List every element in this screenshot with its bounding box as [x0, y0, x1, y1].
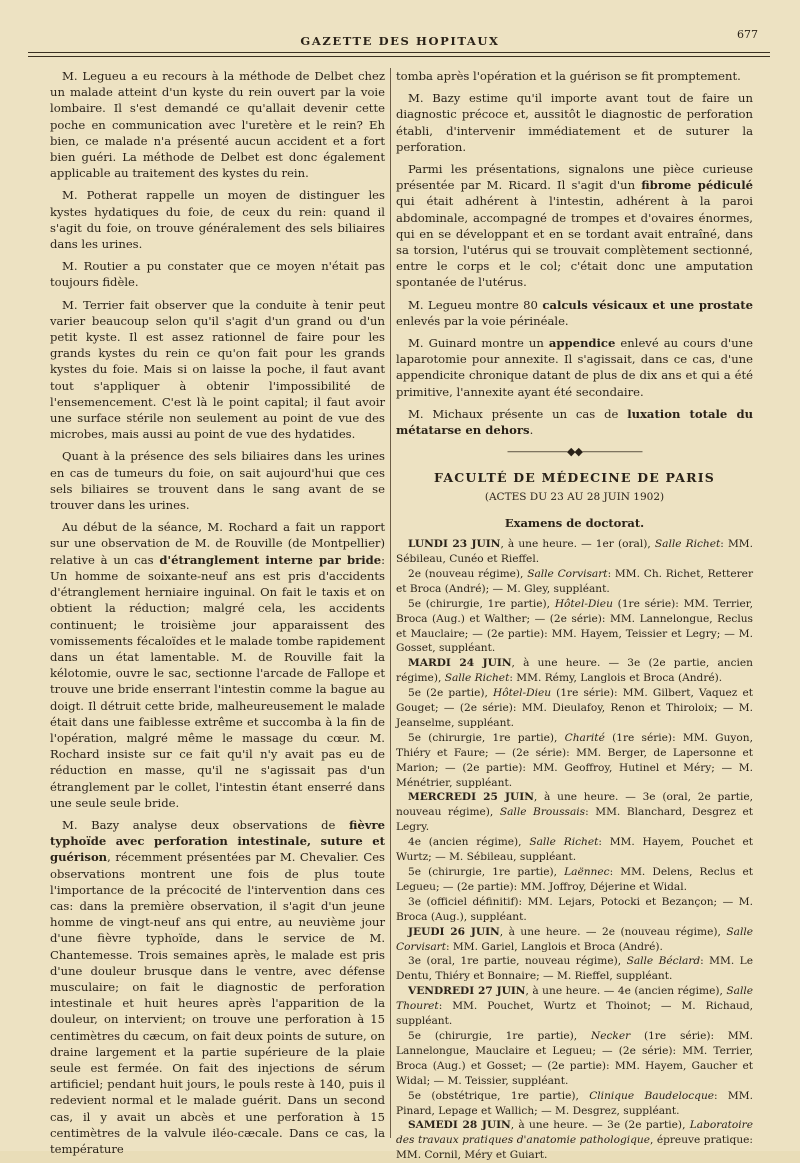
- paragraph: M. Potherat rappelle un moyen de distinguer les kystes hydatiques du foie, de ceux du rein: quand il s'agit du foie, on trouve généralement des sels biliaires dans les urines.: [50, 188, 385, 252]
- paragraph: M. Bazy analyse deux observations de fièvre typhoïde avec perforation intestinale, suture et guérison, récemment présentées par M. Chevalier. Ces observations montrent une fois de plus toute l'importance de la précocité de l'intervention dans ces cas: dans la première observation, il s'agit d'un jeune homme de vingt-neuf ans qui entre, au neuvième jour d'une fièvre typhoïde, dans le service de M. Chantemesse. Trois semaines après, le malade est pris d'une douleur brusque dans le ventre, avec défense musculaire; on fait le diagnostic de perforation intestinale et huit heures après l'apparition de la douleur, on intervient; on trouve une perforation à 15 centimètres du cæcum, on fait deux points de suture, on draine largement et la partie supérieure de la plaie seule est fermée. On fait des injections de sérum artificiel; pendant huit jours, le pouls reste à 140, puis il redevient normal et le malade guérit. Dans un second cas, il y avait un abcès et une perforation à 15 centimètres de la valvule iléo-cæcale. Dans ce cas, la température: [50, 817, 385, 1156]
- paragraph: Au début de la séance, M. Rochard a fait un rapport sur une observation de M. de Rouville (de Montpellier) relative à un cas d'étranglement interne par bride: Un homme de soixante-neuf ans est pris d'accidents d'étranglement herniaire inguinal. On fait le taxis et on obtient la réduction; malgré cela, les accidents continuent; le troisième jour apparaissent des vomissements fécaloïdes et le malade tombe rapidement dans un état lamentable. M. de Rouville fait la kélotomie, ouvre le sac, sectionne l'arcade de Fallope et trouve une bride enserrant l'intestin comme la bague au doigt. Il détruit cette bride, malheureusement le malade était dans une faiblesse extrême et succomba à la fin de l'opération, malgré même le massage du cœur. M. Rochard insiste sur ce fait qu'il n'y avait pas eu de réduction en masse, qu'il ne s'agissait pas d'un étranglement par le collet, l'intestin étant enserré dans une seule seule bride.: [50, 520, 385, 810]
- paragraph: Parmi les présentations, signalons une pièce curieuse présentée par M. Ricard. Il s'agit d'un fibrome pédiculé qui était adhérent à l'intestin, adhérent à la paroi abdominale, accompagné de trompes et d'ovaires énormes, qui en se développant et en se tordant avait entraîné, dans sa torsion, l'utérus qui se trouvait complètement sectionné, entre le corps et le col; c'était donc une amputation spontanée de l'utérus.: [396, 162, 753, 290]
- exam-heading: Examens de doctorat.: [504, 515, 645, 530]
- paragraph: tomba après l'opération et la guérison se fit promptement.: [396, 69, 741, 83]
- exam-entry: 4e (ancien régime), Salle Richet: MM. Hayem, Pouchet et Wurtz; — M. Sébileau, suppléant.: [396, 836, 754, 864]
- exam-entry: 2e (nouveau régime), Salle Corvisart: MM. Ch. Richet, Retterer et Broca (André); — M. Gley, suppléant.: [396, 567, 754, 595]
- header-rule-thin: [28, 56, 770, 57]
- exam-entry: SAMEDI 28 JUIN, à une heure. — 3e (2e partie), Laboratoire des travaux pratiques d'anatomie pathologique, épreuve pratique: MM. Cornil, Méry et Guiart.: [396, 1119, 753, 1162]
- exam-entry: 3e (officiel définitif): MM. Lejars, Potocki et Bezançon; — M. Broca (Aug.), suppléant.: [396, 895, 753, 923]
- section-subtitle: (ACTES DU 23 AU 28 JUIN 1902): [484, 490, 665, 503]
- exam-entry: 5e (chirurgie, 1re partie), Necker (1re série): MM. Lannelongue, Mauclaire et Legueu; — (2e série): MM. Terrier, Broca (Aug.) et Gosset; — (2e partie): MM. Hayem, Gaucher et Widal; — M. Teissier, suppléant.: [396, 1029, 753, 1087]
- section-divider: ——————◆◆——————: [507, 445, 642, 459]
- paragraph: M. Guinard montre un appendice enlevé au cours d'une laparotomie pour annexite. Il s'agissait, dans ce cas, d'une appendicite chronique datant de plus de dix ans et qui a été primitive, l'annexite ayant été secondaire.: [396, 336, 754, 399]
- exam-entry: MARDI 24 JUIN, à une heure. — 3e (2e partie, ancien régime), Salle Richet: MM. Rémy, Langlois et Broca (André).: [396, 657, 753, 685]
- exam-entry: 5e (chirurgie, 1re partie), Charité (1re série): MM. Guyon, Thiéry et Faure; — (2e série): MM. Berger, de Lapersonne et Marion; — (2e partie): MM. Geoffroy, Hutinel et Méry; — M. Ménétrier, suppléant.: [396, 731, 753, 789]
- paragraph: M. Routier a pu constater que ce moyen n'était pas toujours fidèle.: [50, 259, 385, 290]
- column-separator: [390, 68, 391, 1138]
- exam-entry: VENDREDI 27 JUIN, à une heure. — 4e (ancien régime), Salle Thouret: MM. Pouchet, Wurtz et Thoinot; — M. Richaud, suppléant.: [396, 985, 753, 1028]
- exam-entry: 3e (oral, 1re partie, nouveau régime), Salle Béclard: MM. Le Dentu, Thiéry et Bonnaire; — M. Rieffel, suppléant.: [396, 955, 753, 983]
- exam-entry: 5e (2e partie), Hôtel-Dieu (1re série): MM. Gilbert, Vaquez et Gouget; — (2e série): MM. Dieulafoy, Renon et Thiroloix; — M. Jeanselme, suppléant.: [396, 687, 753, 729]
- paragraph: M. Bazy estime qu'il importe avant tout de faire un diagnostic précoce et, aussitôt le diagnostic de perforation établi, d'intervenir immédiatement et de suturer la perforation.: [396, 91, 753, 154]
- left-column: [50, 68, 385, 1163]
- exam-entry: MERCREDI 25 JUIN, à une heure. — 3e (oral, 2e partie, nouveau régime), Salle Broussais: MM. Blanchard, Desgrez et Legry.: [396, 791, 753, 834]
- exam-entry: 5e (obstétrique, 1re partie), Clinique Baudelocque: MM. Pinard, Lepage et Wallich; — M. Desgrez, suppléant.: [396, 1089, 753, 1117]
- journal-title: GAZETTE DES HOPITAUX: [300, 34, 500, 48]
- paragraph: Quant à la présence des sels biliaires dans les urines en cas de tumeurs du foie, on sait aujourd'hui que ces sels biliaires se trouvent dans le sang avant de se trouver dans les urines.: [50, 449, 385, 513]
- page-number: 677: [737, 28, 758, 41]
- paragraph: M. Terrier fait observer que la conduite à tenir peut varier beaucoup selon qu'il s'agit d'un grand ou d'un petit kyste. Il est assez rationnel de faire pour les grands kystes du rein ce qu'on fait pour les grands kystes du foie. Mais si on laisse la poche, il faut avant tout s'appliquer à obtenir l'impossibilité de l'ensemencement. C'est là le point capital; il faut avoir une surface stérile non seulement au point de vue des microbes, mais aussi au point de vue des hydatides.: [50, 297, 385, 442]
- exam-entry: 5e (chirurgie, 1re partie), Hôtel-Dieu (1re série): MM. Terrier, Broca (Aug.) et Walther; — (2e série): MM. Lannelongue, Reclus et Mauclaire; — (2e partie): MM. Hayem, Teissier et Legry; — M. Gosset, suppléant.: [396, 597, 753, 655]
- right-column: [396, 68, 753, 1163]
- exam-entry: JEUDI 26 JUIN, à une heure. — 2e (nouveau régime), Salle Corvisart: MM. Gariel, Langlois et Broca (André).: [396, 925, 753, 953]
- header-rule: [28, 52, 770, 53]
- paragraph: M. Legueu montre 80 calculs vésicaux et une prostate enlevés par la voie périnéale.: [396, 297, 753, 328]
- exam-entry: LUNDI 23 JUIN, à une heure. — 1er (oral), Salle Richet: MM. Sébileau, Cunéo et Rieffel.: [396, 538, 754, 565]
- paragraph: M. Legueu a eu recours à la méthode de Delbet chez un malade atteint d'un kyste du rein ouvert par la voie lombaire. Il s'est demandé ce qu'allait devenir cette poche en communication avec l'uretère et le rein? Eh bien, ce malade n'a présenté aucun accident et a fort bien guéri. La méthode de Delbet est donc également applicable au traitement des kystes du rein.: [50, 69, 385, 181]
- paragraph: M. Michaux présente un cas de luxation totale du métatarse en dehors.: [396, 406, 753, 438]
- exam-entry: 5e (chirurgie, 1re partie), Laënnec: MM. Delens, Reclus et Legueu; — (2e partie): MM. Joffroy, Déjerine et Widal.: [396, 866, 753, 893]
- section-title: FACULTÉ DE MÉDECINE DE PARIS: [434, 470, 715, 486]
